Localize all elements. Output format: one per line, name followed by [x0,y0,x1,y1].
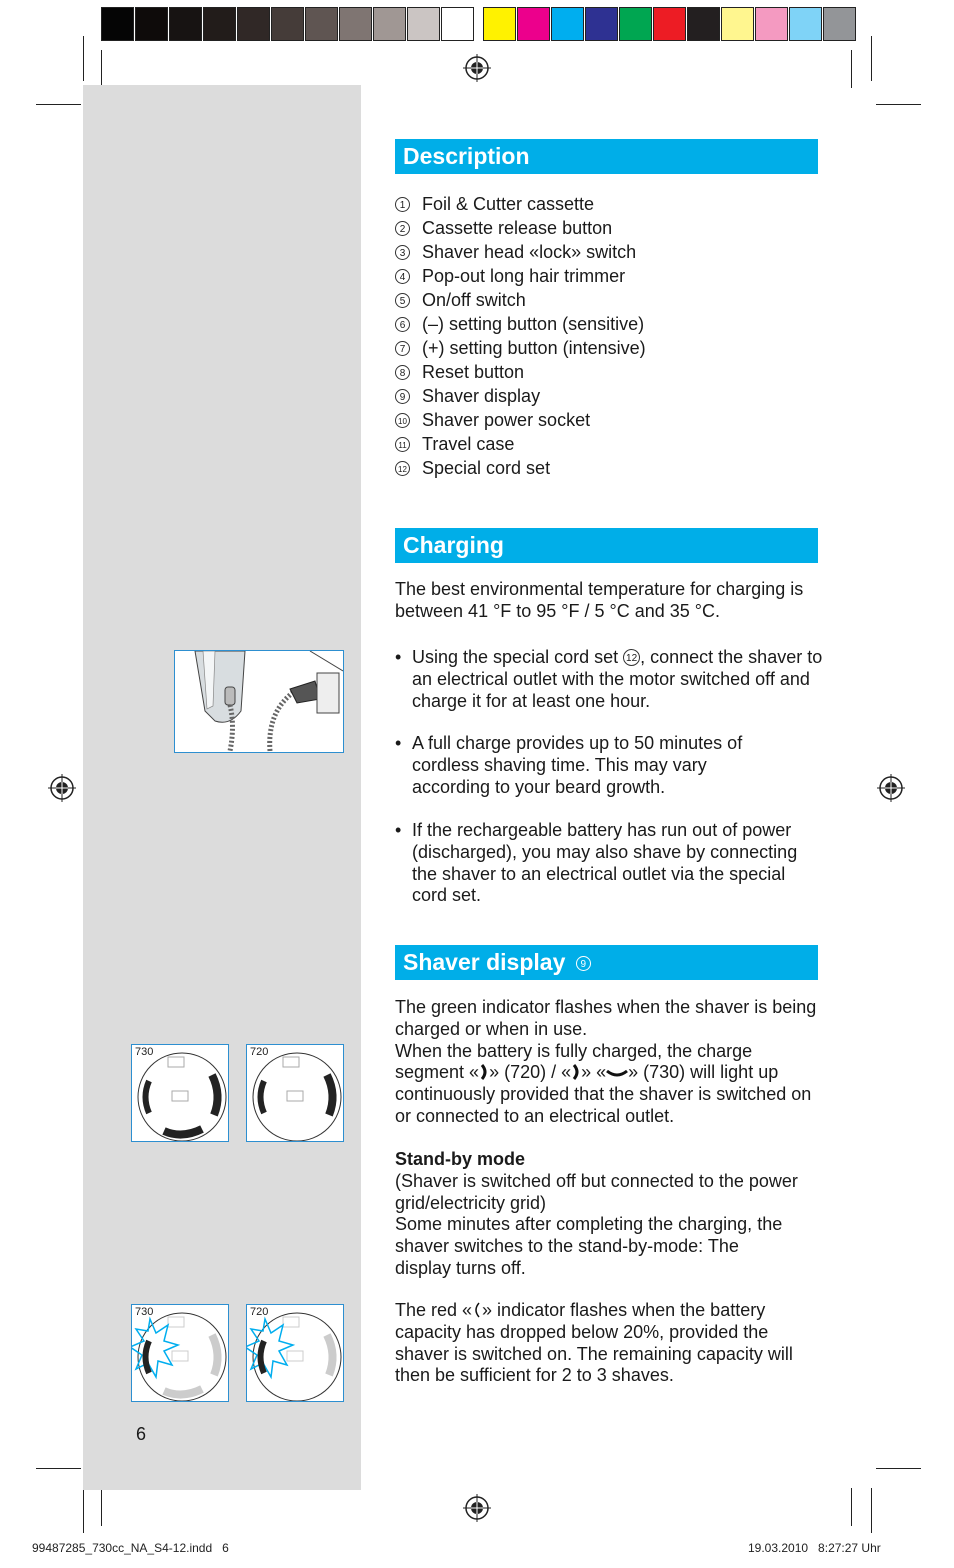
color-swatch [305,7,338,41]
item-number-badge: 5 [395,293,410,308]
list-item [395,192,646,216]
display-730-full-figure [131,1044,229,1142]
color-swatch [339,7,372,41]
list-item-label: Travel case [422,434,515,454]
list-item-label: Special cord set [422,458,551,478]
color-swatch [551,7,584,41]
list-item-label: Pop-out long hair trimmer [422,266,626,286]
list-item [395,240,646,264]
gray-swatch-bar [101,7,475,41]
item-number-badge: 11 [395,437,410,452]
color-swatch [407,7,440,41]
bullet-dot: • [395,820,402,840]
footer-file-info: 99487285_730cc_NA_S4-12.indd 6 [32,1541,229,1555]
standby-note: (Shaver is switched off but connected to the power grid/electricity grid) [395,1170,798,1213]
description-heading: Description [395,139,818,174]
color-swatch [203,7,236,41]
crop-mark [83,36,84,81]
bullet-dot: • [395,733,402,753]
color-swatch [483,7,516,41]
list-item-label: Reset button [422,362,525,382]
color-swatch [517,7,550,41]
item-number-badge: 8 [395,365,410,380]
bullet-text: Using the special cord set 12 , connect the shaver to an electrical outlet with the motor switched off and charge it for at least one hour. [412,647,823,711]
item-number-badge: 1 [395,197,410,212]
registration-mark-icon [48,774,76,802]
shaver-display-icon [132,1045,228,1141]
color-swatch [789,7,822,41]
color-swatch [271,7,304,41]
item-number-badge: 3 [395,245,410,260]
charge-segment-icon [479,1064,489,1080]
registration-mark-icon [877,774,905,802]
color-swatch [755,7,788,41]
bullet-text: If the rechargeable battery has run out of power (discharged), you may also shave by connecting the shaver to an electrical outlet via the special cord set. [412,820,798,906]
item-number-badge: 9 [576,956,591,971]
charging-intro: The best environmental temperature for charging is between 41 °F to 95 °F / 5 °C and 35 °C. [395,579,804,621]
bullet-dot: • [395,647,402,667]
list-item [395,408,646,432]
list-item [395,360,646,384]
display-730-low-figure [131,1304,229,1402]
color-swatch-bar [483,7,857,41]
display-paragraph-1: The green indicator flashes when the shaver is being charged or when in use. When the battery is fully charged, the charge segment « » (720) / « » « » (730) will light up continuously provided that the shaver is switched on or connected to an electrical outlet. [395,997,817,1126]
parts-list [395,192,646,480]
item-number-badge: 12 [395,461,410,476]
item-number-badge: 4 [395,269,410,284]
crop-mark [876,1468,921,1469]
crop-mark [101,1488,102,1526]
charging-bullet-3 [395,820,825,907]
footer-timestamp: 19.03.2010 8:27:27 Uhr [748,1541,881,1555]
list-item [395,456,646,480]
standby-section [395,1149,820,1280]
charging-bullet-2 [395,733,825,798]
color-swatch [135,7,168,41]
low-battery-paragraph: The red « » indicator flashes when the battery capacity has dropped below 20%, provided the shaver is switched on. The remaining capacity will then be sufficient for 2 to 3 shaves. [395,1300,793,1386]
low-battery-segment-icon [472,1302,482,1318]
list-item-label: On/off switch [422,290,526,310]
model-label: 720 [250,1306,269,1318]
list-item [395,384,646,408]
left-figure-panel [83,85,361,1490]
crop-mark [871,36,872,81]
model-label: 730 [135,1046,154,1058]
item-number-badge: 6 [395,317,410,332]
bullet-text: A full charge provides up to 50 minutes of cordless shaving time. This may vary according to your beard growth. [412,733,743,797]
shaver-display-heading: Shaver display 9 [395,945,818,980]
color-swatch [721,7,754,41]
model-label: 730 [135,1306,154,1318]
item-number-badge: 12 [623,649,640,666]
crop-mark [851,50,852,88]
color-swatch [169,7,202,41]
crop-mark [83,1488,84,1533]
page-number: 6 [136,1424,147,1444]
model-label: 720 [250,1046,269,1058]
charge-segment-icon [571,1064,581,1080]
color-swatch [585,7,618,41]
list-item-label: Shaver power socket [422,410,591,430]
registration-mark-icon [463,54,491,82]
list-item [395,336,646,360]
standby-heading: Stand-by mode [395,1149,526,1169]
color-swatch [373,7,406,41]
crop-mark [36,1468,81,1469]
crop-mark [101,50,102,88]
list-item [395,264,646,288]
color-swatch [687,7,720,41]
shaver-display-icon [247,1045,343,1141]
bottom-segment-icon [606,1067,628,1079]
crop-mark [36,104,81,105]
list-item-label: (–) setting button (sensitive) [422,314,645,334]
charging-heading: Charging [395,528,818,563]
color-swatch [823,7,856,41]
list-item-label: Foil & Cutter cassette [422,194,595,214]
list-item-label: Shaver head «lock» switch [422,242,637,262]
crop-mark [876,104,921,105]
shaver-display-low-icon [132,1305,228,1401]
list-item-label: Cassette release button [422,218,613,238]
color-swatch [619,7,652,41]
item-number-badge: 9 [395,389,410,404]
color-swatch [237,7,270,41]
registration-mark-icon [463,1494,491,1522]
display-720-full-figure [246,1044,344,1142]
list-item [395,216,646,240]
list-item-label: Shaver display [422,386,541,406]
item-number-badge: 2 [395,221,410,236]
charging-illustration [174,650,344,753]
list-item [395,288,646,312]
color-swatch [653,7,686,41]
crop-mark [851,1488,852,1526]
shaver-plugged-in-image [175,651,343,752]
display-720-low-figure [246,1304,344,1402]
color-swatch [101,7,134,41]
list-item [395,432,646,456]
shaver-display-low-icon [247,1305,343,1401]
item-number-badge: 10 [395,413,410,428]
list-item [395,312,646,336]
charging-bullet-1 [395,647,825,712]
standby-text: Some minutes after completing the charging, the shaver switches to the stand-by-mode: The display turns off. [395,1214,783,1278]
crop-mark [871,1488,872,1533]
color-swatch [441,7,474,41]
list-item-label: (+) setting button (intensive) [422,338,646,358]
item-number-badge: 7 [395,341,410,356]
